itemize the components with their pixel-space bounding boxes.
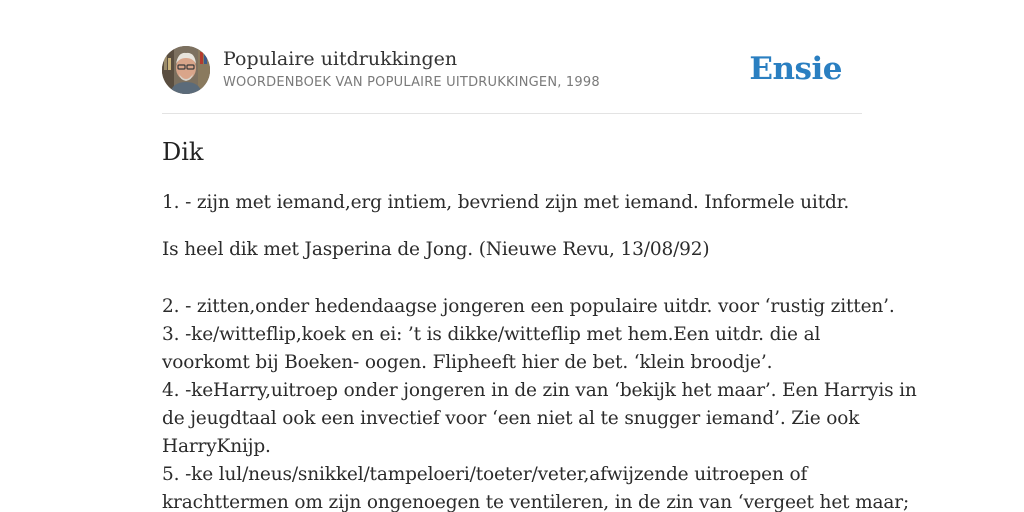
text-line: 3. -ke/witteflip,koek en ei: ’t is dikke/witteflip met hem.Een uitdr. die al: [162, 324, 821, 345]
text-line: krachttermen om zijn ongenoegen te ventileren, in de zin van ‘vergeet het maar;: [162, 492, 910, 512]
text-line: voorkomt bij Boeken- oogen. Flipheeft hier de bet. ‘klein broodje’.: [162, 352, 773, 373]
definition-1: 1. - zijn met iemand,erg intiem, bevriend zijn met iemand. Informele uitdr.: [162, 192, 850, 213]
source-title[interactable]: Populaire uitdrukkingen: [223, 48, 458, 70]
source-header: [162, 46, 862, 114]
text-line: 5. -ke lul/neus/snikkel/tampeloeri/toeter/veter,afwijzende uitroepen of: [162, 464, 808, 485]
text-line: 4. -keHarry,uitroep onder jongeren in de zin van ‘bekijk het maar’. Een Harryis in: [162, 380, 917, 401]
headword: Dik: [162, 138, 204, 166]
ensie-logo[interactable]: Ensie: [749, 51, 842, 87]
source-subtitle: WOORDENBOEK VAN POPULAIRE UITDRUKKINGEN, 1998: [223, 75, 600, 90]
author-portrait-icon[interactable]: [162, 46, 210, 94]
text-line: HarryKnijp.: [162, 436, 271, 457]
text-line: de jeugdtaal ook een invectief voor ‘een niet al te snugger iemand’. Zie ook: [162, 408, 860, 429]
definition-list: [162, 293, 917, 512]
text-line: 2. - zitten,onder hedendaagse jongeren een populaire uitdr. voor ‘rustig zitten’.: [162, 296, 895, 317]
example-quote: Is heel dik met Jasperina de Jong. (Nieuwe Revu, 13/08/92): [162, 239, 710, 260]
